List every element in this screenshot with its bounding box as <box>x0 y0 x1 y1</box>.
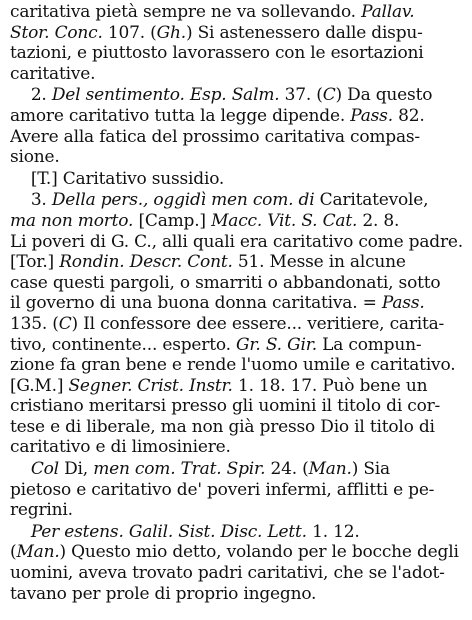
text-segment: tavano per prole di proprio ingegno. <box>10 583 317 604</box>
italic-text: Della pers., oggidì men com. di <box>51 190 315 211</box>
italic-text: Macc. Vit. S. Cat. <box>211 210 358 231</box>
text-segment: [T.] Caritativo sussidio. <box>10 168 225 189</box>
italic-text: men com. Trat. Spir. <box>93 459 266 480</box>
text-line <box>10 252 466 273</box>
text-line <box>10 273 466 294</box>
text-line <box>10 522 466 543</box>
italic-text: Del sentimento. Esp. Salm. <box>51 85 280 106</box>
text-segment: 107. ( <box>102 22 157 43</box>
text-line <box>10 437 466 458</box>
text-line <box>10 314 466 335</box>
text-segment: 37. ( <box>279 85 323 106</box>
text-segment: caritative. <box>10 63 96 84</box>
text-segment: cristiano meritarsi presso gli uomini il titolo di cor- <box>10 396 441 417</box>
text-segment: 51. Messe in alcune <box>232 252 406 273</box>
text-line <box>10 293 466 314</box>
italic-text: Pass. <box>381 293 425 314</box>
text-line <box>10 106 466 127</box>
text-line <box>10 127 466 148</box>
text-line <box>10 376 466 397</box>
italic-text: Rondin. Descr. Cont. <box>59 252 233 273</box>
text-line <box>10 480 466 501</box>
italic-text: Pass. <box>350 105 393 126</box>
text-segment: Avere alla fatica del prossimo caritativa compas- <box>10 126 420 147</box>
text-line <box>10 355 466 376</box>
text-segment: ) Sia <box>351 459 390 480</box>
italic-text: Per estens. Galil. Sist. Disc. Lett. <box>30 521 307 542</box>
text-segment: zione fa gran bene e rende l'uomo umile e caritativo. <box>10 355 456 376</box>
text-segment: ( <box>10 542 17 563</box>
italic-text: ma non morto. <box>10 210 134 231</box>
italic-text: Man. <box>16 542 60 563</box>
text-line <box>10 459 466 480</box>
text-segment <box>10 522 31 542</box>
text-segment: La compun- <box>316 334 422 355</box>
text-segment: ) Il confessore dee essere... veritiere, carita- <box>71 313 445 334</box>
text-line <box>10 43 466 64</box>
text-segment: [G.M.] <box>10 375 69 396</box>
text-segment: ) Questo mio detto, volando per le bocche degli <box>59 542 459 563</box>
italic-text: Gr. S. Gir. <box>235 334 317 355</box>
text-segment: ) Si astenessero dalle dispu- <box>185 22 423 43</box>
italic-text: C <box>58 313 72 334</box>
text-line <box>10 23 466 44</box>
text-segment: caritativa pietà sempre ne va sollevando. <box>10 2 362 22</box>
text-segment: il governo di una buona donna caritativa. = <box>10 293 382 314</box>
text-segment: Caritatevole, <box>314 190 429 211</box>
text-line <box>10 190 466 211</box>
italic-text: C <box>322 85 336 106</box>
text-segment: 1. 18. 17. Può bene un <box>232 375 428 396</box>
text-segment: uomini, aveva trovato padri caritativi, che se l'adot- <box>10 563 445 584</box>
text-segment: tazioni, e piuttosto lavorassero con le esortazioni <box>10 43 424 64</box>
text-line <box>10 64 466 85</box>
italic-text: Man. <box>308 459 352 480</box>
italic-text: Pallav. <box>361 2 415 22</box>
text-line <box>10 147 466 168</box>
text-line <box>10 85 466 106</box>
text-segment: tese e di liberale, ma non già presso Dio il titolo di <box>10 416 435 437</box>
text-segment: pietoso e caritativo de' poveri infermi, afflitti e pe- <box>10 479 435 500</box>
text-segment: 3. <box>10 190 52 211</box>
text-segment: Di, <box>58 459 94 480</box>
text-segment: Li poveri di G. C., alli quali era caritativo come padre. <box>10 231 463 252</box>
text-line <box>10 211 466 232</box>
italic-text: Segner. Crist. Instr. <box>68 375 233 396</box>
italic-text: Stor. Conc. <box>10 22 103 43</box>
text-segment: [Camp.] <box>133 210 212 231</box>
italic-text: Gh. <box>156 22 186 43</box>
text-segment: [Tor.] <box>10 252 60 273</box>
text-segment: 1. 12. <box>306 521 360 542</box>
text-segment: 82. <box>392 105 425 126</box>
text-segment: caritativo e di limosiniere. <box>10 437 231 458</box>
text-line <box>10 232 466 253</box>
text-line <box>10 542 466 563</box>
text-segment: 135. ( <box>10 313 59 334</box>
text-line <box>10 500 466 521</box>
text-segment: 24. ( <box>265 459 309 480</box>
text-line <box>10 169 466 190</box>
text-line <box>10 563 466 584</box>
text-segment: 2. <box>10 85 52 106</box>
text-segment: amore caritativo tutta la legge dipende. <box>10 105 351 126</box>
text-segment: tivo, continente... esperto. <box>10 334 236 355</box>
text-segment <box>10 459 31 479</box>
text-line <box>10 335 466 356</box>
text-line <box>10 2 466 23</box>
text-segment: 2. 8. <box>357 210 400 231</box>
text-segment: case questi pargoli, o smarriti o abbandonati, sotto <box>10 272 441 293</box>
text-line <box>10 584 466 605</box>
text-segment: ) Da questo <box>335 85 433 106</box>
text-line <box>10 417 466 438</box>
italic-text: Col <box>30 459 59 480</box>
text-segment: sione. <box>10 147 60 168</box>
text-line <box>10 396 466 417</box>
text-segment: regrini. <box>10 500 73 521</box>
